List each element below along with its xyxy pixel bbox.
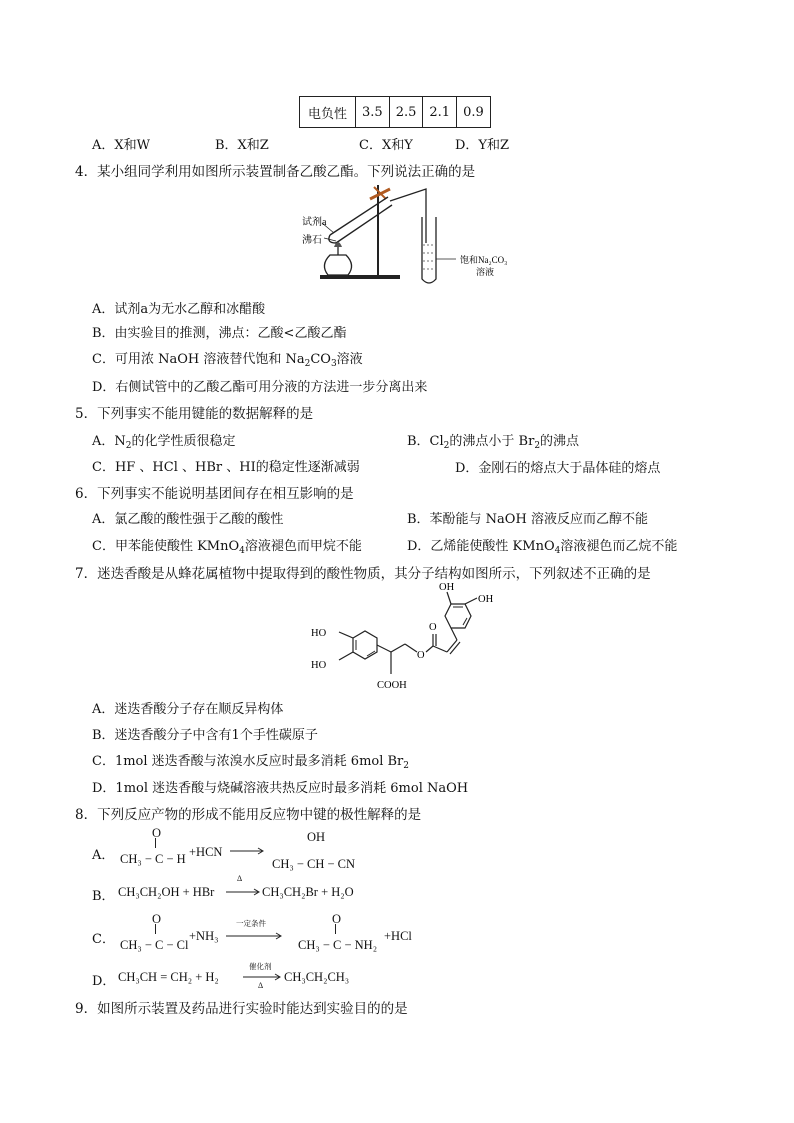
q5-option-a: A．$N_2$的化学性质很稳定 xyxy=(92,434,236,451)
q4-option-d: D．右侧试管中的乙酸乙酯可用分液的方法进一步分离出来 xyxy=(92,380,428,395)
q8b-arrow xyxy=(226,886,262,898)
q4-option-a: A．试剂a为无水乙醇和冰醋酸 xyxy=(92,302,266,317)
q5-option-b: B．$Cl_2$的沸点小于 $Br_2$的沸点 xyxy=(407,434,580,451)
q8c-product: CH₃ − C − NH₂ xyxy=(298,938,378,952)
q9-stem: 9．如图所示装置及药品进行实验时能达到实验目的的是 xyxy=(75,1001,408,1017)
q8-option-b-label: B． xyxy=(92,889,115,904)
q8b-products: CH₃CH₂Br + H₂O xyxy=(262,885,354,899)
q8a-reactant: CH₃ − C − H xyxy=(120,852,186,866)
q7-stem: 7．迷迭香酸是从蜂花属植物中提取得到的酸性物质，其分子结构如图所示，下列叙述不正确的是 xyxy=(75,566,651,582)
q6-option-a: A．氯乙酸的酸性强于乙酸的酸性 xyxy=(92,512,284,527)
q8c-product-double-bond xyxy=(335,924,336,934)
q8a-arrow xyxy=(230,845,266,857)
struct-cooh: COOH xyxy=(377,680,407,691)
q8b-condition: Δ xyxy=(237,874,243,883)
q8-option-d-label: D． xyxy=(92,974,116,989)
q8a-hcn: +HCN xyxy=(189,845,223,859)
q4-stem: 4．某小组同学利用如图所示装置制备乙酸乙酯。下列说法正确的是 xyxy=(75,164,476,180)
q8-option-a-label: A． xyxy=(92,848,115,863)
table-cell: 3.5 xyxy=(356,97,390,128)
q8c-carbonyl-o: O xyxy=(152,912,162,926)
q8a-product: CH₃ − CH − CN xyxy=(272,857,356,871)
q7-option-a: A．迷迭香酸分子存在顺反异构体 xyxy=(92,702,284,717)
q8-stem: 8．下列反应产物的形成不能用反应物中键的极性解释的是 xyxy=(75,807,422,823)
table-cell: 0.9 xyxy=(457,97,491,128)
ester-apparatus-figure xyxy=(290,183,530,295)
q8-option-c-label: C． xyxy=(92,932,115,947)
q3-option-a: A．X和W xyxy=(92,138,151,153)
q8d-condition-bottom: Δ xyxy=(258,981,264,990)
label-tube-solution: 饱和Na₂CO₃ xyxy=(460,255,508,265)
q5-option-c: C．HF 、HCl 、HBr 、HI的稳定性逐渐减弱 xyxy=(92,460,360,475)
table-cell: 2.5 xyxy=(389,97,423,128)
struct-ho-1: HO xyxy=(311,628,327,639)
q6-option-b: B．苯酚能与 NaOH 溶液反应而乙醇不能 xyxy=(407,512,648,527)
q6-stem: 6．下列事实不能说明基团间存在相互影响的是 xyxy=(75,486,354,502)
q8c-hcl: +HCl xyxy=(384,929,412,943)
q8c-condition: 一定条件 xyxy=(236,919,266,928)
struct-oh-2: OH xyxy=(478,594,494,605)
label-tube-solution-2: 溶液 xyxy=(476,267,495,277)
q8c-arrow xyxy=(226,930,284,942)
electronegativity-table xyxy=(299,96,491,128)
q8b-reactants: CH₃CH₂OH + HBr xyxy=(118,885,215,899)
q7-option-c: C．1mol 迷迭香酸与浓溴水反应时最多消耗 6mol $Br_2$ xyxy=(92,754,410,771)
q6-option-d: D．乙烯能使酸性 KMnO$_4$溶液褪色而乙烷不能 xyxy=(407,539,678,556)
struct-ho-2: HO xyxy=(311,660,327,671)
q7-option-d: D．1mol 迷迭香酸与烧碱溶液共热反应时最多消耗 6mol NaOH xyxy=(92,781,469,796)
q3-option-d: D．Y和Z xyxy=(455,138,510,153)
label-reagent-a: 试剂a xyxy=(302,217,327,228)
struct-o-carbonyl: O xyxy=(429,622,437,633)
q8c-reactant: CH₃ − C − Cl xyxy=(120,938,189,952)
q8d-product: CH₃CH₂CH₃ xyxy=(284,970,350,984)
q3-option-b: B．X和Z xyxy=(215,138,269,153)
q8d-condition-top: 催化剂 xyxy=(249,962,272,971)
q5-option-d: D．金刚石的熔点大于晶体硅的熔点 xyxy=(455,461,661,476)
table-cell: 2.1 xyxy=(423,97,457,128)
q4-option-c: C．可用浓 NaOH 溶液替代饱和 $Na_2CO_3$溶液 xyxy=(92,352,363,369)
q4-option-b: B．由实验目的推测，沸点：乙酸<乙酸乙酯 xyxy=(92,326,347,341)
q7-option-b: B．迷迭香酸分子中含有1个手性碳原子 xyxy=(92,728,318,743)
q8c-nh3: +NH₃ xyxy=(189,929,219,943)
q8a-oh: OH xyxy=(307,830,326,844)
q5-stem: 5．下列事实不能用键能的数据解释的是 xyxy=(75,406,314,422)
q6-option-c: C．甲苯能使酸性 KMnO$_4$溶液褪色而甲烷不能 xyxy=(92,539,362,556)
q8c-double-bond xyxy=(155,924,156,934)
q8a-carbonyl-o: O xyxy=(152,826,162,840)
q8a-double-bond xyxy=(155,838,156,848)
struct-o-ester: O xyxy=(417,650,425,661)
q3-option-c: C．X和Y xyxy=(359,138,413,153)
label-boiling-stone: 沸石 xyxy=(302,235,322,246)
q8c-product-o: O xyxy=(332,912,342,926)
struct-oh-1: OH xyxy=(439,582,455,593)
rosmarinic-acid-structure xyxy=(305,580,525,696)
table-label: 电负性 xyxy=(300,97,356,128)
q8d-reactants: CH₃CH = CH₂ + H₂ xyxy=(118,970,219,984)
